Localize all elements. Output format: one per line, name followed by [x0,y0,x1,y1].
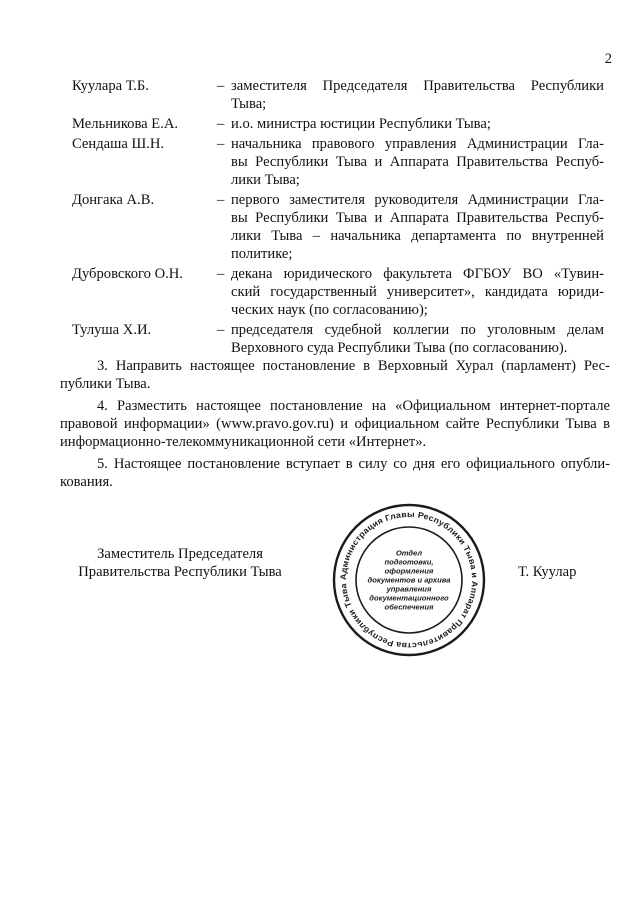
member-role [231,321,604,357]
signatory-name: Т. Куулар [518,564,577,580]
member-row [72,135,604,189]
member-row [72,115,604,133]
member-role-line: декана юридического факультета ФГБОУ ВО «Тувин- [231,266,604,282]
member-role-line: Тыва; [231,96,267,112]
official-seal [332,503,486,657]
paragraph-line: 4. Разместить настоящее постановление на «Официальном интернет-портале [97,398,610,414]
member-role-line: Верховного суда Республики Тыва (по согласованию). [231,340,568,356]
member-role [231,115,604,133]
seal-inner-line: обеспечения [384,602,434,612]
member-list [72,77,604,359]
seal-inner-text [368,549,451,612]
member-dash: – [217,116,225,132]
seal-inner-line: документационного [369,593,449,603]
seal-inner-line: оформления [384,566,434,576]
seal-inner-line: управления [386,584,432,594]
member-role [231,77,604,113]
member-dash: – [217,322,225,338]
seal-inner-line: Отдел [395,548,423,558]
member-row [72,77,604,113]
member-name: Дубровского О.Н. [72,266,183,282]
page-number: 2 [604,51,612,67]
member-role [231,135,604,189]
member-role-line: вы Республики Тыва и Аппарата Правительства Респуб- [231,210,604,226]
paragraph-line: информационно-телекоммуникационной сети «Интернет». [60,434,427,450]
member-dash: – [217,136,225,152]
member-name: Мельникова Е.А. [72,116,179,132]
signature-title-line: Правительства Республики Тыва [78,564,282,580]
member-role-line: ческих наук (по согласованию); [231,302,428,318]
member-role-line: начальника правового управления Администрации Гла- [231,136,604,152]
member-dash: – [217,192,225,208]
member-role-line: политике; [231,246,293,262]
member-name: Донгака А.В. [72,192,155,208]
member-row [72,191,604,263]
paragraph-line: 3. Направить настоящее постановление в Верховный Хурал (парламент) Рес- [97,358,610,374]
member-role-line: первого заместителя руководителя Администрации Гла- [231,192,604,208]
member-role [231,265,604,319]
paragraphs [60,357,610,495]
member-name: Сендаша Ш.Н. [72,136,165,152]
signature-title-line: Заместитель Председателя [97,546,263,562]
paragraph [60,455,610,491]
member-role-line: председателя судебной коллегии по уголовным делам [231,322,604,338]
member-name: Куулара Т.Б. [72,78,149,94]
member-dash: – [217,266,225,282]
seal-inner-line: документов и архива [367,575,451,585]
paragraph-line: публики Тыва. [60,376,151,392]
member-role-line: лики Тыва – начальника департамента по внутренней [231,228,604,244]
seal-inner-line: подготовки, [384,557,434,567]
paragraph [60,357,610,393]
member-role-line: вы Республики Тыва и Аппарата Правительства Респуб- [231,154,604,170]
member-role-line: заместителя Председателя Правительства Республики [231,78,604,94]
member-row [72,265,604,319]
member-role-line: ский государственный университет», кандидата юриди- [231,284,604,300]
member-role-line: лики Тыва; [231,172,300,188]
paragraph-line: кования. [60,474,113,490]
seal-ring-text: Администрация Главы Республики Тыва и Аппарат Правительства Республики Тыва [338,509,480,651]
member-name: Тулуша Х.И. [72,322,152,338]
member-role-line: и.о. министра юстиции Республики Тыва; [231,116,491,132]
member-role [231,191,604,263]
paragraph [60,397,610,451]
member-row [72,321,604,357]
signature-title [60,545,300,581]
member-dash: – [217,78,225,94]
paragraph-line: 5. Настоящее постановление вступает в силу со дня его официального опубли- [97,456,610,472]
paragraph-line: правовой информации» (www.pravo.gov.ru) и официальном сайте Республики Тыва в [60,416,610,432]
